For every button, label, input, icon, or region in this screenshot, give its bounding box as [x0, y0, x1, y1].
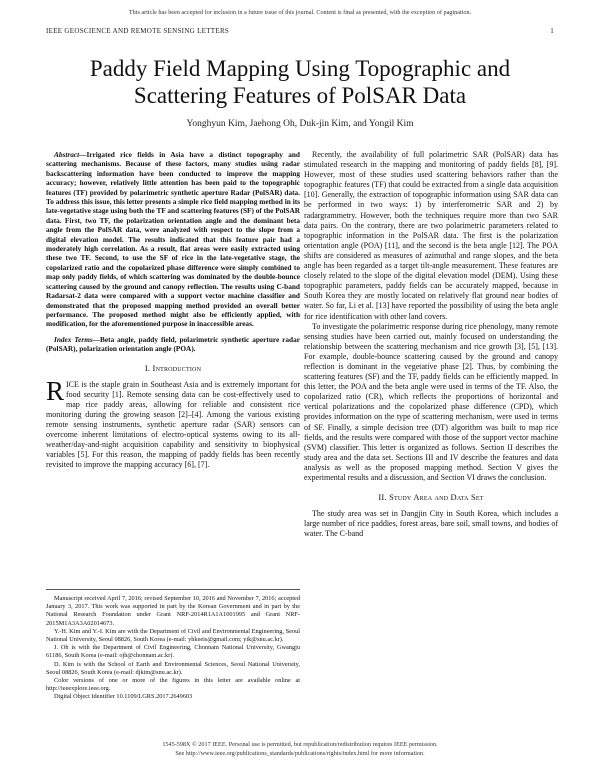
- copyright-footer: [0, 741, 600, 758]
- study-area-paragraph-1: The study area was set in Dangjin City in South Korea, which includes a large number of rice paddies, forest areas, bare soil, small towns, and bodies of water. The C-band: [304, 509, 558, 539]
- title-line-1: Paddy Field Mapping Using Topographic and: [89, 56, 511, 81]
- abstract-label: Abstract—: [54, 150, 87, 159]
- paper-title: [40, 55, 560, 109]
- index-terms-text: Beta angle, paddy field, polarimetric synthetic aperture radar (PolSAR), polarization orientation angle (POA).: [46, 334, 300, 354]
- author-list: Yonghyun Kim, Jaehong Oh, Duk-jin Kim, and Yongil Kim: [186, 119, 414, 129]
- copyright-line-1: 1545-598X © 2017 IEEE. Personal use is permitted, but republication/redistribution requires IEEE permission.: [162, 741, 438, 748]
- intro-paragraph-1-text: ICE is the staple grain in Southeast Asia and is extremely important for food security [1]. Remote sensing data can be cost-effectively used to map rice paddy areas, allowing for reliable and consistent rice monitoring during the growing season [2]–[4]. Among the various existing remote sensing instruments, synthetic aperture radar (SAR) sensors can overcome inherent limitations of electro-optical systems owing to its all-weather/day-and-night acquisition capability and sensitivity to biophysical variables [5]. For this reason, the mapping of paddy fields has been recently revisited to improve the mapping accuracy [6], [7].: [46, 379, 300, 470]
- acceptance-note: This article has been accepted for inclusion in a future issue of this journal. Content is final as presented, with the exception of pagination.: [128, 9, 472, 16]
- running-header: [46, 27, 554, 35]
- footnote-affiliation-2: J. Oh is with the Department of Civil Engineering, Chonnam National University, Gwangju 61186, South Korea (e-mail: ojh@chonnam.ac.kr).: [46, 644, 300, 660]
- abstract: [46, 150, 300, 329]
- copyright-line-2: See http://www.ieee.org/publications_standards/publications/rights/index.html for more information.: [175, 749, 425, 757]
- footnote-affiliation-3: D. Kim is with the School of Earth and Environmental Sciences, Seoul National University, Seoul 08826, South Korea (e-mail: djkim@snu.ac.kr).: [46, 660, 300, 676]
- footnote-received: Manuscript received April 7, 2016; revised September 10, 2016 and November 7, 2016; accepted January 3, 2017. This work was supported in part by the Korean Government and in part by the National Research Foundation under Grant NRF-2014R1A1A1001995 and Grant NRF-2015M1A3A3A02014673.: [46, 595, 300, 627]
- left-column: [46, 150, 300, 470]
- footnote-doi: Digital Object Identifier 10.1109/LGRS.2017.2649603: [54, 693, 193, 701]
- footnote-color-versions: Color versions of one or more of the figures in this letter are available online at http://ieeexplore.ieee.org.: [46, 677, 300, 693]
- right-column: [304, 150, 558, 539]
- index-terms-label: Index Terms—: [54, 334, 101, 344]
- section-heading-introduction: I. Introduction: [144, 362, 202, 373]
- intro-paragraph-3: To investigate the polarimetric response during rice phenology, many remote sensing studies have been carried out, mainly focused on understanding the relationship between the scattering mechanism and rice growth [3], [5], [13]. For example, double-bounce scattering caused by the ground and canopy reflection is dominant in the vegetative phase [2]. Thus, by combining the scattering features (SF) and the TF, paddy fields can be efficiently mapped. In this letter, the POA and the beta angle were used in terms of the TF. Also, the copolarized ratio (CR), which reflects the proportions of horizontal and vertical polarizations and the copolarized phase difference (CPD), which provides information on the type of scattering mechanism, were used in terms of SF. Finally, a simple decision tree (DT) algorithm was built to map rice fields, and the results were compared with those of the support vector machine (SVM) classifier. This letter is organized as follows. Section II describes the study area and the data set. Sections III and IV describe the features and data analysis as well as the proposed mapping method. Section V gives the experimental results and a discussion, and Section VI draws the conclusion.: [304, 321, 558, 482]
- footnote-affiliation-1: Y.-H. Kim and Y.-I. Kim are with the Department of Civil and Environmental Engineering, Seoul National University, Seoul 08826, South Korea (e-mail: yhkeeis@gmail.com; yik@snu.ac.kr).: [46, 627, 300, 644]
- page-number: 1: [550, 27, 554, 35]
- footnotes: [46, 589, 300, 702]
- section-heading-study-area: II. Study Area and Data Set: [378, 492, 484, 503]
- intro-paragraph-1: [46, 375, 300, 471]
- journal-name: IEEE GEOSCIENCE AND REMOTE SENSING LETTERS: [46, 27, 230, 35]
- intro-paragraph-2: Recently, the availability of full polarimetric SAR (PolSAR) data has stimulated research in the mapping and monitoring of paddy fields [8], [9]. However, most of these studies used scattering behaviors rather than the topographic features (TF) that could be extracted from a single data acquisition [10]. Generally, the extraction of topographic information using SAR data can be performed in two ways: 1) by interferometric SAR and 2) by radargrammetry. However, both the techniques require more than two SAR data pairs. On the contrary, there are two polarimetric parameters related to topographic information in the PolSAR data. The first is the polarization orientation angle (POA) [11], and the second is the beta angle [12]. The POA shifts are considered as measures of azimuthal and range slopes, and the beta angle has been regarded as a target tilt-angle measurement. These features are closely related to the slope of the digital elevation model (DEM). Using these topographic parameters, paddy fields can be accurately mapped, because in South Korea they are mostly located on relatively flat ground near bodies of water. So far, Li et al. [13] have reported the possibility of using the beta angle for rice identification with other land covers.: [304, 150, 558, 321]
- title-line-2: Scattering Features of PolSAR Data: [133, 83, 467, 108]
- abstract-text: Irrigated rice fields in Asia have a distinct topography and scattering mechanisms. Because of these factors, many studies using radar backscattering information have been conducted to improve the mapping accuracy; however, relatively little attention has been paid to the topographic features (TF) provided by polarimetric synthetic aperture Radar (PolSAR) data. To address this issue, this letter presents a simple rice field mapping method in its late-vegetative stage using both the TF and scattering features (SF) of the PolSAR data. First, two TF, the polarization orientation angle and the dominant beta angle from the PolSAR data, were analyzed with respect to the slope from a digital elevation model. The results indicated that this feature pair had a moderately high correlation. As a result, flat areas were easily extracted using these two TF. Second, to use the SF of rice in the late-vegetative stage, the copolarized ratio and the copolarized phase difference were simply combined to map only paddy fields, of which scattering was dominated by the double-bounce scattering caused by the ground and canopy reflection. The results using C-band Radarsat-2 data were compared with a support vector machine classifier and demonstrated that the proposed mapping method provided an overall better performance. The proposed method might also be efficiently applied, with modification, for the aforementioned purpose in inaccessible areas.: [46, 150, 300, 329]
- index-terms: [46, 335, 300, 354]
- drop-cap: R: [46, 375, 65, 406]
